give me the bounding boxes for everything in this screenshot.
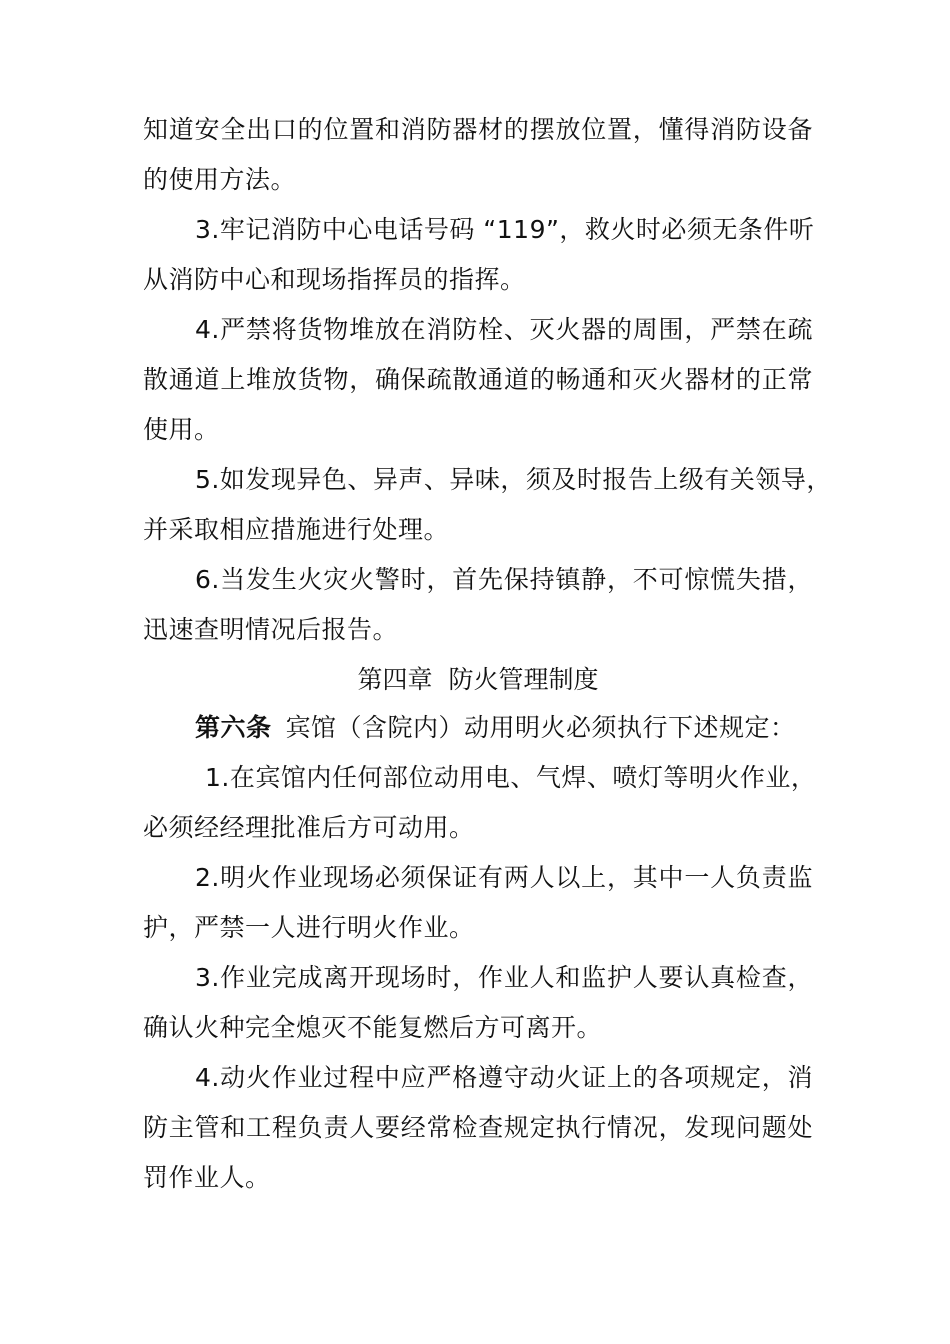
rule-item-1-line: 1.在宾馆内任何部位动用电、气焊、喷灯等明火作业， <box>205 763 817 792</box>
paragraph-line: 的使用方法。 <box>143 165 297 194</box>
list-item-6-line: 迅速查明情况后报告。 <box>143 615 399 644</box>
paragraph-line: 知道安全出口的位置和消防器材的摆放位置，懂得消防设备 <box>143 115 813 144</box>
article-text: 宾馆（含院内）动用明火必须执行下述规定： <box>285 713 796 742</box>
list-item-4-line: 散通道上堆放货物，确保疏散通道的畅通和灭火器材的正常 <box>143 365 813 394</box>
list-item-6-line: 6.当发生火灾火警时，首先保持镇静，不可惊慌失措， <box>195 565 813 594</box>
article-heading <box>195 710 813 746</box>
rule-item-4-line: 4.动火作业过程中应严格遵守动火证上的各项规定，消 <box>195 1063 813 1092</box>
chapter-title: 第四章 防火管理制度 <box>357 665 599 694</box>
rule-item-2-line: 护，严禁一人进行明火作业。 <box>143 913 475 942</box>
rule-item-2-line: 2.明火作业现场必须保证有两人以上，其中一人负责监 <box>195 863 813 892</box>
article-label: 第六条 <box>195 713 272 742</box>
list-item-3-line: 从消防中心和现场指挥员的指挥。 <box>143 265 526 294</box>
rule-item-3-line: 3.作业完成离开现场时，作业人和监护人要认真检查， <box>195 963 813 992</box>
rule-item-1-line: 必须经经理批准后方可动用。 <box>143 813 475 842</box>
rule-item-3-line: 确认火种完全熄灭不能复燃后方可离开。 <box>143 1013 603 1042</box>
list-item-5-line: 5.如发现异色、异声、异味，须及时报告上级有关领导， <box>195 465 832 494</box>
list-item-4-line: 使用。 <box>143 415 220 444</box>
list-item-4-line: 4.严禁将货物堆放在消防栓、灭火器的周围，严禁在疏 <box>195 315 813 344</box>
rule-item-4-line: 罚作业人。 <box>143 1163 271 1192</box>
rule-item-4-line: 防主管和工程负责人要经常检查规定执行情况，发现问题处 <box>143 1113 813 1142</box>
list-item-3-line: 3.牢记消防中心电话号码 “119”，救火时必须无条件听 <box>195 215 815 244</box>
list-item-5-line: 并采取相应措施进行处理。 <box>143 515 450 544</box>
